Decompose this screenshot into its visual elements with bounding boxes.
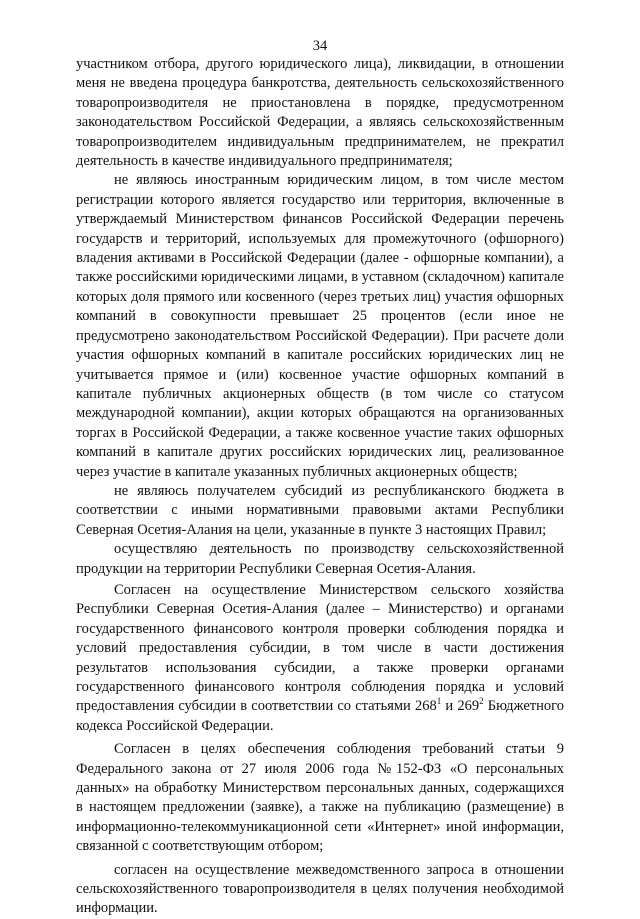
paragraph-bankruptcy-status: участником отбора, другого юридического лица), ликвидации, в отношении меня не введена процедура банкротства, деятельность сельскохозяйственного товаропроизводителя не приостановлена в порядке, предусмотренном законодательством Российской Федерации, а являясь сельскохозяйственным товаропроизводителем индивидуальным предпринимателем, не прекратил деятельность в качестве индивидуального предпринимателя; bbox=[76, 56, 564, 170]
article-268-superscript: 1 bbox=[436, 696, 442, 707]
consent-inspection-mid: и 269 bbox=[441, 698, 480, 715]
paragraph-offshore-companies: не являюсь иностранным юридическим лицом, в том числе местом регистрации которого является государство или территория, включенные в утверждаемый Министерством финансов Российской Федерации перечень государств и территорий, используемых для промежуточного (офшорного) владения активами в Российской Федерации (далее - офшорные компании), а также российскими юридическими лицами, в уставном (складочном) капитале которых доля прямого или косвенного (через третьих лиц) участия офшорных компаний в совокупности превышает 25 процентов (если иное не предусмотрено законодательством Российской Федерации). При расчете доли участия офшорных компаний в капитале российских юридических лиц не учитывается прямое и (или) косвенное участие офшорных компаний в капитале публичных акционерных обществ (в том числе со статусом международной компании), акции которых обращаются на организованных торгах в Российской Федерации, а также косвенное участие таких офшорных компаний в капитале других российских юридических лиц, реализованное через участие в капитале указанных публичных акционерных обществ; bbox=[76, 172, 564, 480]
article-269-superscript: 2 bbox=[479, 696, 484, 707]
page-number: 34 bbox=[312, 38, 328, 54]
consent-inspection-text: Согласен на осуществление Министерством сельского хозяйства Республики Северная Осетия-Алания (далее – Министерство) и органами государственного финансового контроля проверки соблюдения порядка и условий предоставления субсидии, в том числе в части достижения результатов использования субсидии, а также проверки органами государственного финансового контроля соблюдения порядка и условий предоставления субсидии в соответствии со статьями 268 bbox=[76, 581, 564, 715]
paragraph-consent-inspection bbox=[76, 581, 564, 736]
paragraph-consent-personal-data: Согласен в целях обеспечения соблюдения требований статьи 9 Федерального закона от 27 июля 2006 года №152-ФЗ «О персональных данных» на обработку Министерством персональных данных, содержащихся в настоящем предложении (заявке), а также на публикацию (размещение) в информационно-телекоммуникационной сети «Интернет» иной информации, связанной с соответствующим отбором; bbox=[76, 741, 564, 855]
paragraph-not-subsidy-recipient: не являюсь получателем субсидий из республиканского бюджета в соответствии с иными нормативными правовыми актами Республики Северная Осетия-Алания на цели, указанные в пункте 3 настоящих Правил; bbox=[76, 482, 564, 538]
paragraph-consent-interagency-request: согласен на осуществление межведомственного запроса в отношении сельскохозяйственного товаропроизводителя в целях получения необходимой информации. bbox=[76, 861, 564, 917]
paragraph-agricultural-activity: осуществляю деятельность по производству сельскохозяйственной продукции на территории Республики Северная Осетия-Алания. bbox=[76, 541, 564, 577]
consent-inspection-tail: Бюджетного кодекса Российской Федерации. bbox=[76, 698, 564, 734]
document-body bbox=[76, 55, 564, 919]
